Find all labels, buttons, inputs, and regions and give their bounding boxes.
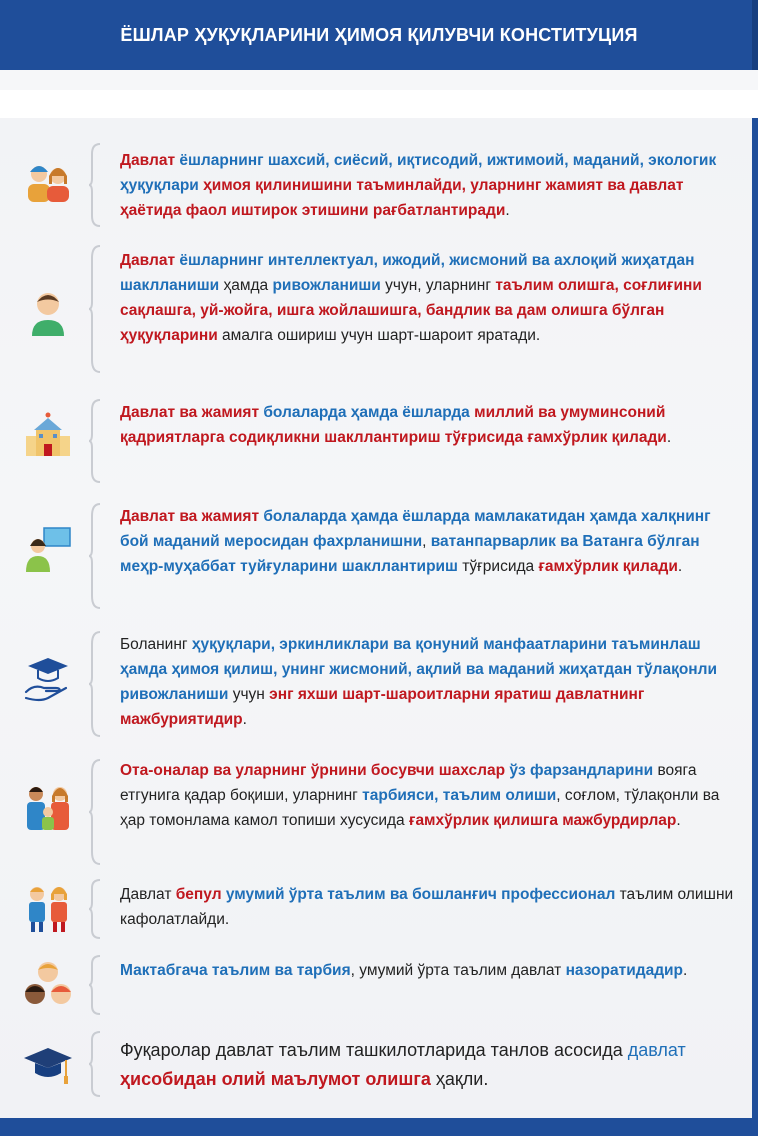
- item-text: [120, 758, 735, 833]
- text-segment: ҳақли.: [430, 1069, 489, 1089]
- brace-divider: [88, 630, 102, 738]
- text-segment: таълим олишга, соғлиғини сақлашга, уй-жойга, ишга жойлашишга, бандлик ва дам олишга бўлган ҳуқуқларини: [120, 277, 702, 344]
- text-segment: учун: [228, 686, 270, 703]
- text-segment: .: [505, 202, 510, 219]
- item-text: [120, 1036, 735, 1094]
- text-segment: учун, уларнинг: [380, 277, 496, 294]
- family-icon: [22, 782, 74, 834]
- text-segment: ҳимоя қилинишини таъминлайди, уларнинг жамият ва давлат ҳаётида фаол иштирок этишини рағбатлантиради: [120, 177, 684, 219]
- brace-divider: [88, 878, 102, 940]
- text-segment: энг яхши шарт-шароитларни яратиш давлатнинг мажбуриятидир: [120, 686, 645, 728]
- text-segment: ривожланиши: [272, 277, 381, 294]
- school-building-icon: [22, 410, 74, 462]
- text-segment: ҳисобидан: [120, 1069, 217, 1089]
- graduation-cap-icon: [22, 1042, 74, 1094]
- text-segment: Давлат: [120, 252, 176, 269]
- text-segment: умумий ўрта таълим ва бошланғич профессионал: [221, 886, 616, 903]
- header-gap-band: [0, 70, 758, 90]
- list-item-6: [0, 756, 752, 871]
- header-edge: [752, 0, 758, 70]
- text-segment: ғамхўрлик қилишга мажбурдирлар: [408, 812, 677, 829]
- item-text: [120, 248, 735, 348]
- text-segment: .: [242, 711, 247, 728]
- brace-divider: [88, 954, 102, 1016]
- text-segment: Давлат: [120, 152, 176, 169]
- text-segment: .: [676, 812, 681, 829]
- text-segment: ёшларнинг шахсий, сиёсий, иқтисодий, ижтимоий, маданий, экологик ҳуқуқлари: [120, 152, 717, 194]
- header-banner: [0, 0, 758, 71]
- teacher-icon: [22, 524, 74, 576]
- text-segment: давлат: [627, 1040, 686, 1060]
- footer-band: [0, 1118, 758, 1136]
- text-segment: , соғлом, тўлақонли ва ҳар томонлама камол топиши хусусида: [120, 787, 720, 829]
- text-segment: Давлат: [120, 886, 176, 903]
- item-text: [120, 504, 735, 579]
- text-segment: ҳуқуқлари, эркинликлари ва қонуний манфаатларини таъминлаш ҳамда ҳимоя қилиш, унинг жисмоний, ақлий ва маданий жиҳатдан тўлақонли ривожланиши: [120, 636, 718, 703]
- brace-divider: [88, 398, 102, 484]
- brace-divider: [88, 142, 102, 228]
- text-segment: .: [677, 558, 683, 575]
- brace-divider: [88, 244, 102, 374]
- text-segment: Давлат ва жамият: [120, 508, 260, 525]
- text-segment: болаларда ҳамда ёшларда: [259, 404, 470, 421]
- hand-graduation-cap-icon: [22, 652, 74, 704]
- young-people-icon: [22, 156, 74, 208]
- text-segment: Ота-оналар ва уларнинг ўрнини босувчи шахслар: [120, 762, 506, 779]
- children-faces-icon: [22, 958, 74, 1010]
- page-title: ЁШЛАР ҲУҚУҚЛАРИНИ ҲИМОЯ ҚИЛУВЧИ КОНСТИТУЦИЯ: [120, 25, 638, 45]
- text-segment: миллий ва умуминсоний қадриятларга содиқликни шакллантириш тўғрисида ғамхўрлик қилади: [120, 404, 667, 446]
- text-segment: ватанпарварлик ва Ватанга бўлган меҳр-муҳаббат туйғуларини шакллантириш: [120, 533, 700, 575]
- brace-divider: [88, 758, 102, 866]
- item-text: [120, 400, 735, 450]
- text-segment: ғамхўрлик қилади: [538, 558, 678, 575]
- text-segment: .: [666, 429, 672, 446]
- item-text: [120, 148, 735, 223]
- text-segment: ҳамда: [219, 277, 273, 294]
- text-segment: амалга ошириш учун шарт-шароит яратади.: [217, 327, 541, 344]
- list-item-7: [0, 876, 752, 946]
- text-segment: олий маълумот олишга: [216, 1069, 431, 1089]
- list-item-8: [0, 952, 752, 1022]
- text-segment: ,: [422, 533, 431, 550]
- text-segment: болаларда ҳамда ёшларда мамлакатидан ҳамда халқнинг бой маданий меросидан фахрланишни: [120, 508, 711, 550]
- list-item-3: [0, 396, 752, 486]
- text-segment: Боланинг: [120, 636, 192, 653]
- list-item-9: [0, 1028, 752, 1103]
- text-segment: , умумий ўрта таълим давлат: [350, 962, 566, 979]
- list-item-5: [0, 628, 752, 743]
- brace-divider: [88, 502, 102, 610]
- young-man-icon: [22, 286, 74, 338]
- list-item-1: [0, 140, 752, 230]
- text-segment: ўз фарзандларини: [505, 762, 654, 779]
- text-segment: таълим олишни кафолатлайди.: [120, 886, 734, 928]
- text-segment: Мактабгача таълим ва тарбия: [120, 962, 351, 979]
- text-segment: бепул: [175, 886, 222, 903]
- text-segment: Фуқаролар давлат таълим ташкилотларида танлов асосида: [120, 1040, 628, 1060]
- list-item-2: [0, 242, 752, 382]
- schoolchildren-icon: [22, 882, 74, 934]
- list-item-4: [0, 500, 752, 615]
- text-segment: назоратидадир: [565, 962, 684, 979]
- text-segment: Давлат ва жамият: [120, 404, 260, 421]
- text-segment: .: [683, 962, 688, 979]
- item-text: [120, 882, 735, 932]
- text-segment: тўғрисида: [457, 558, 539, 575]
- text-segment: вояга етгунига қадар боқиши, уларнинг: [120, 762, 697, 804]
- text-segment: тарбияси, таълим олиши: [362, 787, 557, 804]
- brace-divider: [88, 1030, 102, 1098]
- item-text: [120, 958, 735, 983]
- text-segment: ёшларнинг интеллектуал, ижодий, жисмоний ва ахлоқий жиҳатдан шаклланиши: [120, 252, 695, 294]
- item-text: [120, 632, 735, 732]
